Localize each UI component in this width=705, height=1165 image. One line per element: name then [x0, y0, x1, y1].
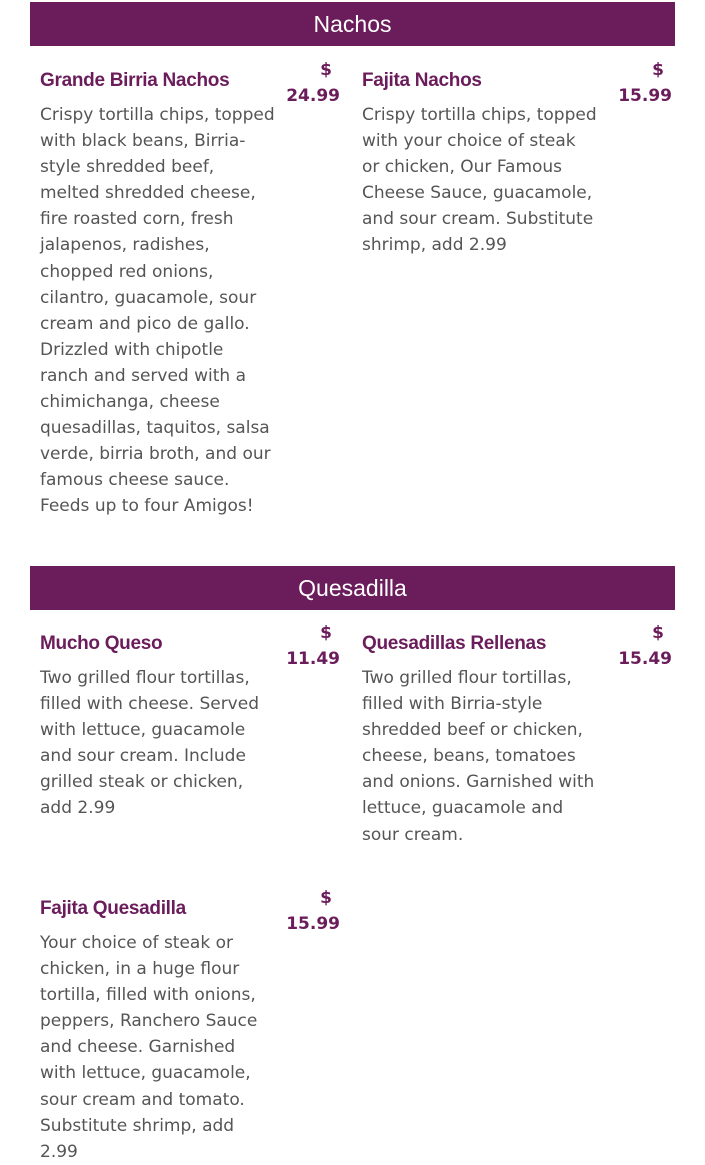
price-currency: $	[652, 60, 664, 80]
section-header-quesadilla	[30, 566, 675, 610]
price-currency: $	[320, 888, 332, 908]
section-title: Quesadilla	[298, 574, 407, 601]
item-name: Grande Birria Nachos	[40, 70, 230, 91]
item-description: Two grilled flour tortillas, filled with Birria-style shredded beef or chicken, cheese, beans, tomatoes and onions. Garnished with lettuce, guacamole and sour cream.	[362, 668, 595, 845]
price-currency: $	[320, 623, 332, 643]
price-amount: 15.99	[286, 914, 340, 934]
item-name: Quesadillas Rellenas	[362, 633, 547, 654]
price-amount: 15.49	[618, 649, 672, 669]
section-header-nachos	[30, 2, 675, 46]
item-description: Two grilled flour tortillas, filled with cheese. Served with lettuce, guacamole and sour cream. Include grilled steak or chicken, add 2.99	[40, 668, 259, 819]
price-amount: 11.49	[286, 649, 340, 669]
item-name: Fajita Quesadilla	[40, 898, 186, 919]
item-name: Fajita Nachos	[362, 70, 482, 91]
item-description: Your choice of steak or chicken, in a huge flour tortilla, filled with onions, peppers, Ranchero Sauce and cheese. Garnished with lettuce, guacamole, sour cream and tomato. Substitute shrimp, add 2.99	[40, 933, 258, 1162]
item-price	[270, 885, 340, 937]
item-description: Crispy tortilla chips, topped with black beans, Birria-style shredded beef, melted shredded cheese, fire roasted corn, fresh jalapenos, radishes, chopped red onions, cilantro, guacamole, sour cream and pico de gallo. Drizzled with chipotle ranch and served with a chimichanga, cheese quesadillas, taquitos, salsa verde, birria broth, and our famous cheese sauce. Feeds up to four Amigos!	[40, 105, 275, 517]
item-price	[602, 57, 672, 109]
price-amount: 15.99	[618, 86, 672, 106]
item-description: Crispy tortilla chips, topped with your choice of steak or chicken, Our Famous Cheese Sauce, guacamole, and sour cream. Substitute shrimp, add 2.99	[362, 105, 597, 256]
price-amount: 24.99	[286, 86, 340, 106]
item-name: Mucho Queso	[40, 633, 163, 654]
item-price	[602, 620, 672, 672]
section-title: Nachos	[313, 10, 392, 37]
item-price	[270, 57, 340, 109]
price-currency: $	[652, 623, 664, 643]
item-price	[270, 620, 340, 672]
price-currency: $	[320, 60, 332, 80]
